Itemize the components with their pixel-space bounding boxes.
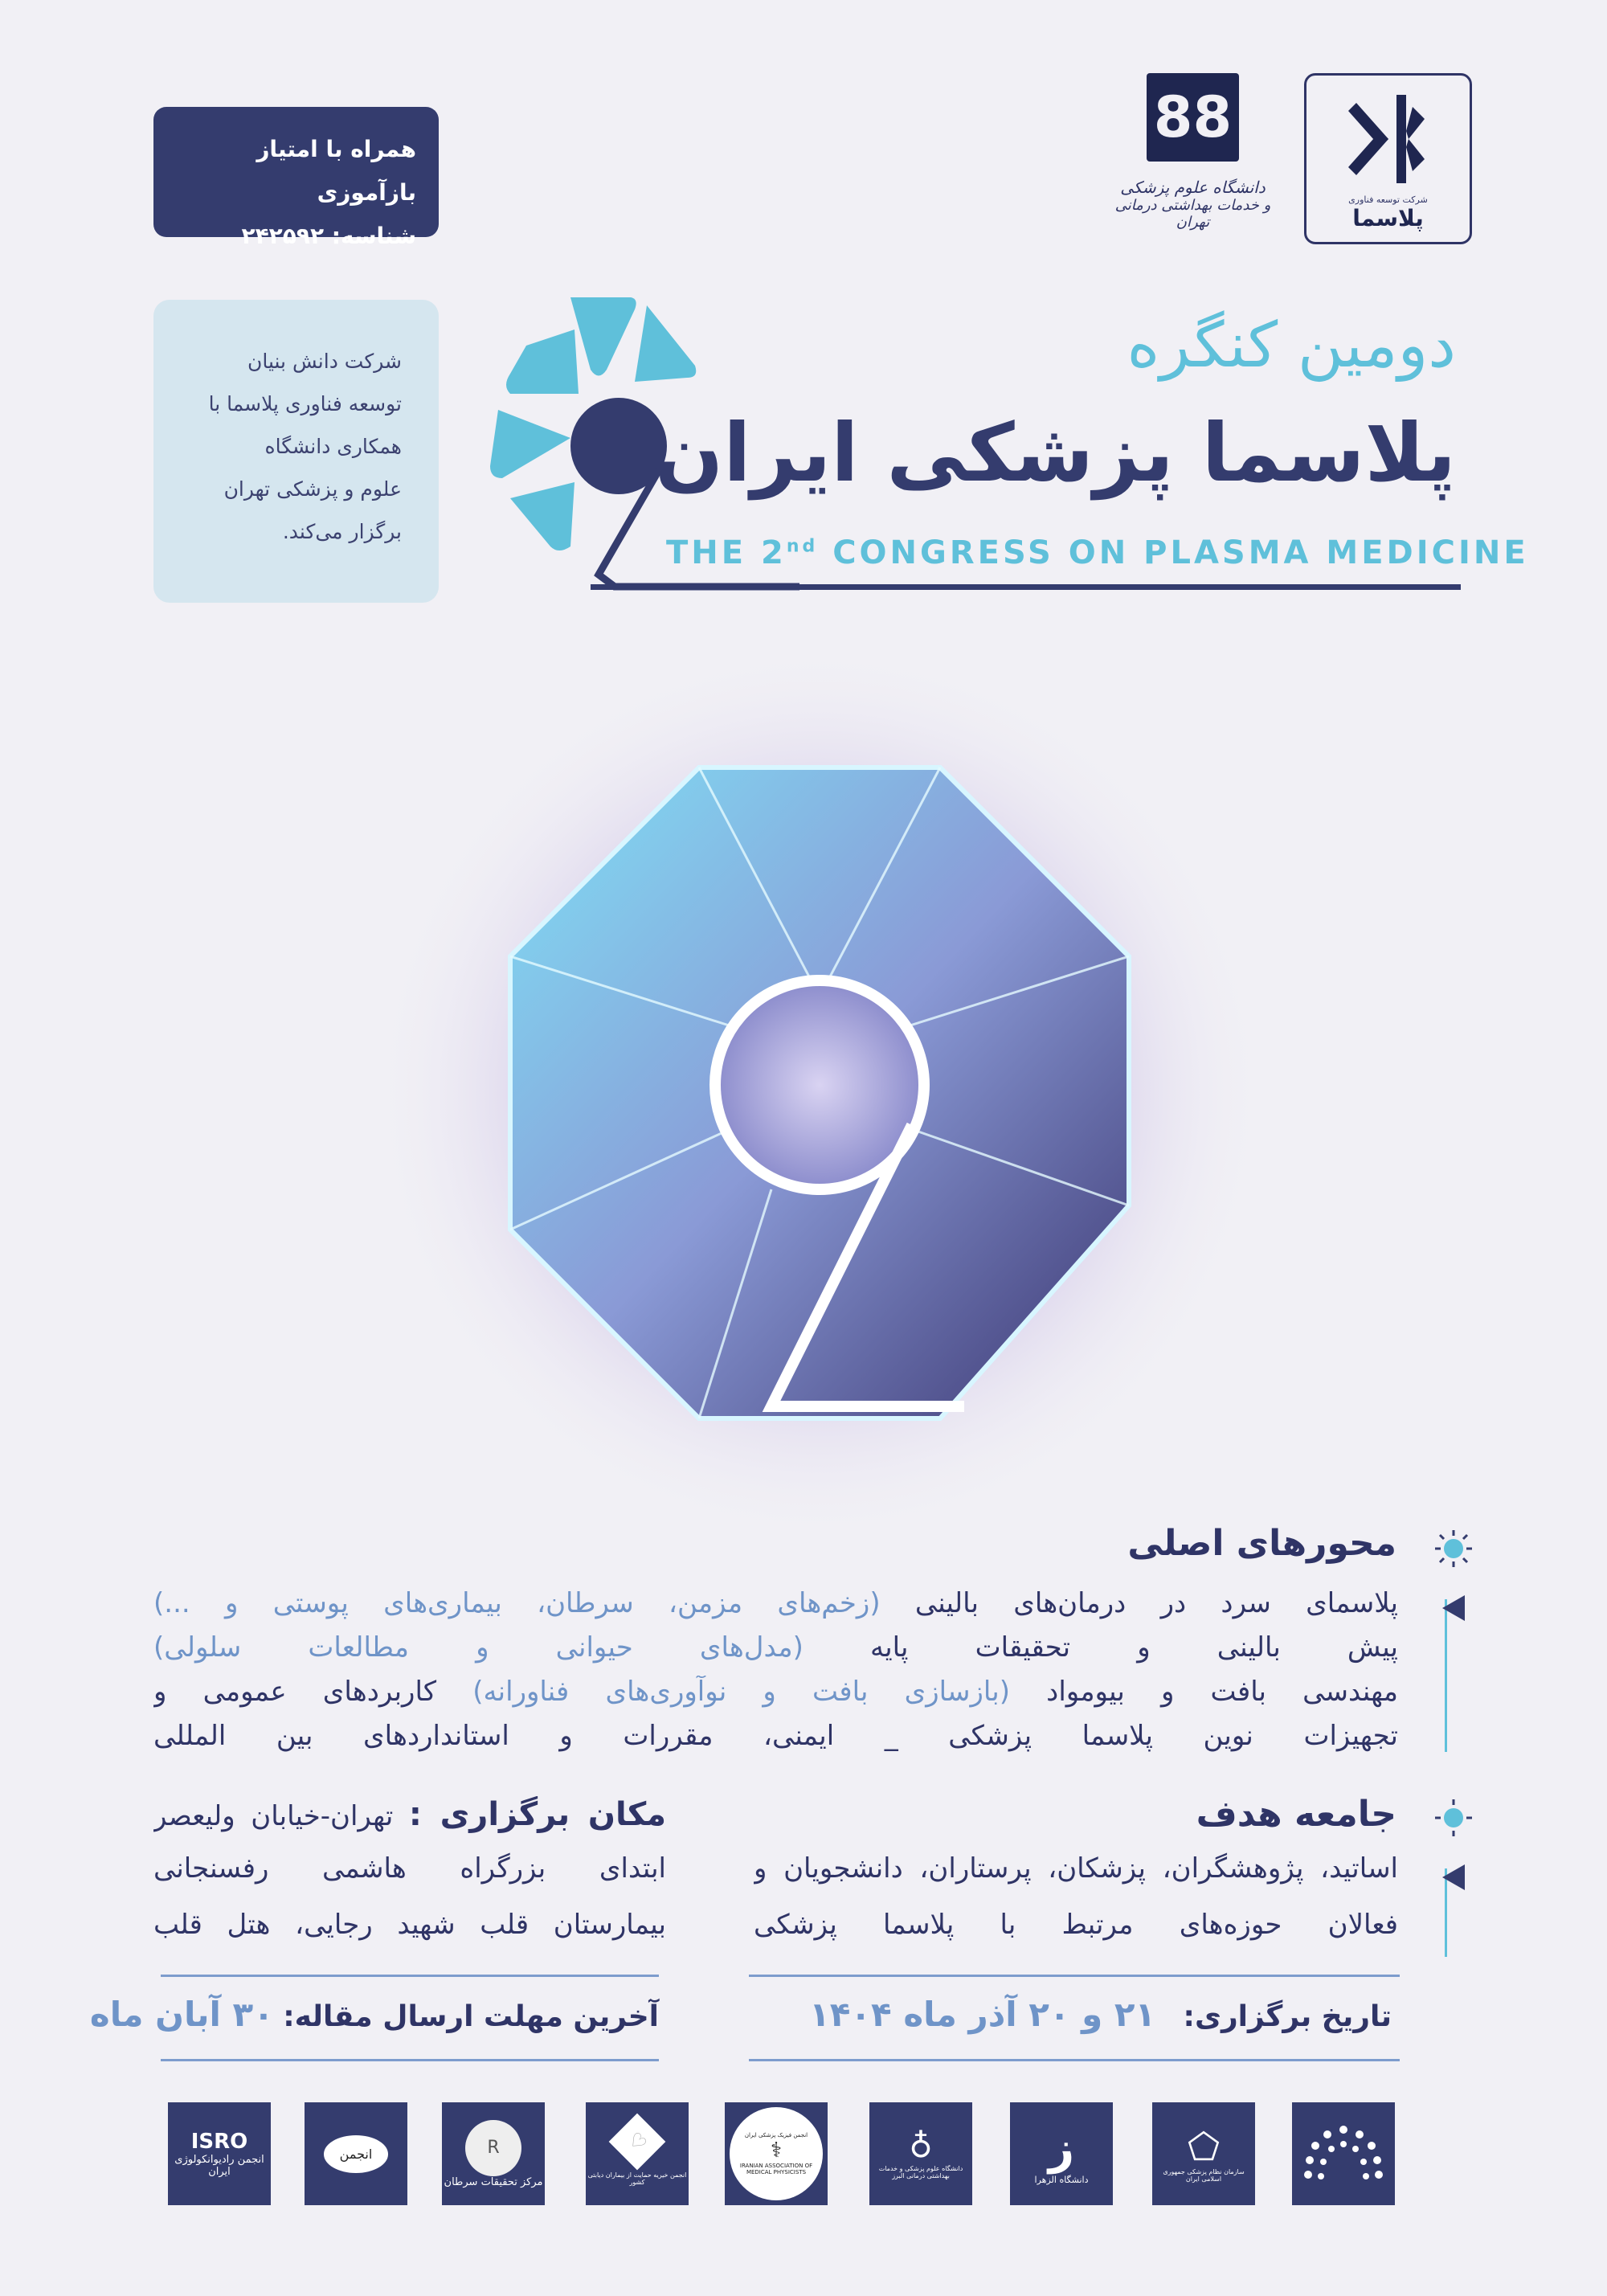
- plasma-logo-subtitle: شرکت توسعه فناوری: [1348, 194, 1428, 205]
- sponsor-logo-medical-physicists: انجمن فیزیک پزشکی ایران ⚕ IRANIAN ASSOCIATION OF MEDICAL PHYSICISTS: [725, 2102, 828, 2205]
- topic-item: مهندسی بافت و بیومواد (بازسازی بافت و نوآوری‌های فناورانه) کاربردهای عمومی و: [153, 1676, 1398, 1708]
- sponsor-logo-diabetes: ♡ انجمن خیریه حمایت از بیماران دیابتی کشور: [586, 2102, 689, 2205]
- congress-ordinal-title: دومین کنگره: [1127, 309, 1456, 382]
- audience-line: اساتید، پژوهشگران، پزشکان، پرستاران، دانشجویان و: [754, 1852, 1398, 1885]
- divider: [161, 2059, 659, 2061]
- organizer-info: [153, 300, 439, 603]
- sponsor-logo-cancer-research: R مرکز تحقیقات سرطان: [442, 2102, 545, 2205]
- sponsor-logo-alborz-university: ♁ دانشگاه علوم پزشکی و خدمات بهداشتی درمانی البرز: [869, 2102, 972, 2205]
- info-line: توسعه فناوری پلاسما با: [208, 392, 402, 415]
- info-line: برگزار می‌کند.: [282, 520, 402, 543]
- audience-line: فعالان حوزه‌های مرتبط با پلاسما پزشکی: [754, 1909, 1398, 1941]
- divider: [161, 1975, 659, 1977]
- university-emblem-icon: 88: [1147, 73, 1239, 162]
- audience-heading: جامعه هدف: [1196, 1794, 1396, 1835]
- venue: مکان برگزاری : تهران-خیابان ولیعصر: [153, 1796, 666, 1833]
- sun-bullet-icon: [1433, 1529, 1474, 1569]
- badge-code: شناسه: ۲۴۲۵۹۲: [241, 223, 416, 249]
- cme-badge: [153, 107, 439, 249]
- pointer-icon: [1442, 1864, 1465, 1890]
- plasma-company-logo: [1304, 73, 1472, 244]
- title-underline: [591, 584, 1461, 590]
- congress-english-title: THE 2nd CONGRESS ON PLASMA MEDICINE: [666, 534, 1529, 571]
- sponsor-logo-medical-council: ⬠ سازمان نظام پزشکی جمهوری اسلامی ایران: [1152, 2102, 1255, 2205]
- sponsor-logo: انجمن: [305, 2102, 407, 2205]
- plasma-logo-name: پلاسما: [1352, 205, 1424, 231]
- dotted-arch-icon: [1303, 2122, 1384, 2186]
- badge-text: همراه با امتیاز بازآموزی: [256, 136, 416, 206]
- university-name-2: و خدمات بهداشتی درمانی تهران: [1114, 197, 1271, 231]
- sponsor-logo-pattern: [1292, 2102, 1395, 2205]
- venue-line: بیمارستان قلب شهید رجایی، هتل قلب: [153, 1909, 666, 1941]
- info-line: علوم و پزشکی تهران: [223, 477, 402, 501]
- divider: [749, 2059, 1400, 2061]
- event-date: تاریخ برگزاری: ۲۱ و ۲۰ آذر ماه ۱۴۰۴: [809, 1995, 1392, 2034]
- topics-list: [153, 1587, 1398, 1764]
- sponsor-logo-isro: ISRO انجمن رادیوانکولوژی ایران: [168, 2102, 271, 2205]
- sponsor-logo-alzahra-university: ز دانشگاه الزهرا: [1010, 2102, 1113, 2205]
- sun-bullet-icon: [1433, 1798, 1474, 1838]
- info-line: همکاری دانشگاه: [264, 435, 402, 458]
- tehran-university-logo: [1098, 73, 1288, 266]
- info-line: شرکت دانش بنیان: [247, 350, 402, 373]
- topic-item: پیش بالینی و تحقیقات پایه (مدل‌های حیوانی و مطالعات سلولی): [153, 1631, 1398, 1664]
- topic-item: پلاسمای سرد در درمان‌های بالینی (زخم‌های مزمن، سرطان، بیماری‌های پوستی و ...): [153, 1587, 1398, 1619]
- venue-line: ابتدای بزرگراه هاشمی رفسنجانی: [153, 1852, 666, 1885]
- divider: [749, 1975, 1400, 1977]
- topic-item: تجهیزات نوین پلاسما پزشکی _ ایمنی، مقررات و استانداردهای بین المللی: [153, 1720, 1398, 1752]
- pointer-icon: [1442, 1595, 1465, 1621]
- university-name: دانشگاه علوم پزشکی: [1120, 178, 1266, 197]
- topics-heading: محورهای اصلی: [1127, 1523, 1396, 1564]
- plasma-mark-icon: [1332, 87, 1445, 191]
- plasma-octagon-illustration: [321, 611, 1326, 1575]
- congress-main-title: پلاسما پزشکی ایران: [654, 406, 1456, 500]
- deadline: آخرین مهلت ارسال مقاله: ۳۰ آبان ماه: [89, 1995, 659, 2034]
- topics-rule: [1445, 1599, 1447, 1752]
